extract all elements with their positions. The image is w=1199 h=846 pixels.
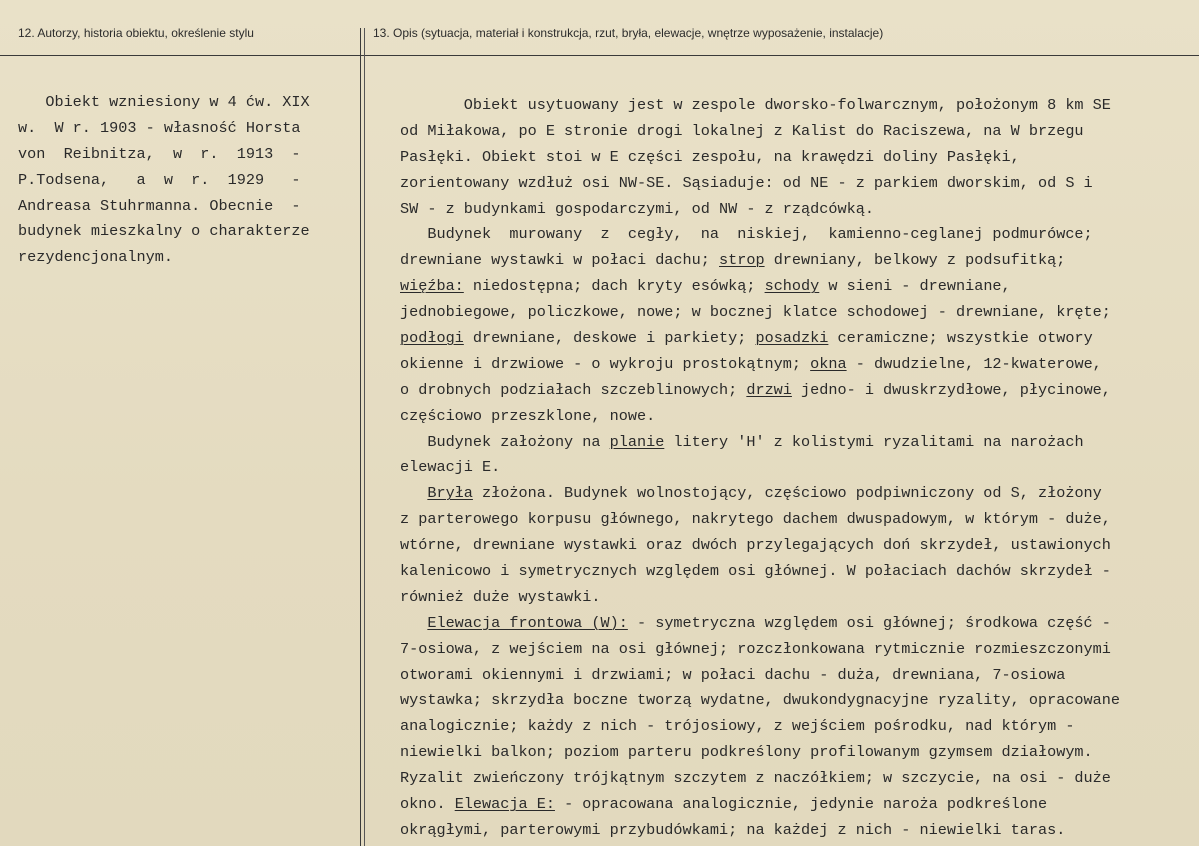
right-column-header [373, 26, 883, 40]
text-segment: otworami okiennymi i drzwiami; w połaci dachu - duża, drewniana, 7-osiowa [400, 665, 1066, 684]
underlined-term: strop [719, 251, 765, 270]
right-header-number: 13. [373, 26, 390, 40]
left-header-title: Autorzy, historia obiektu, określenie stylu [37, 26, 254, 40]
right-body-line [400, 507, 1120, 533]
text-segment: - opracowana analogicznie, jedynie naroża podkreślone [554, 795, 1048, 814]
column-divider [360, 28, 361, 846]
column-divider-secondary [364, 28, 365, 846]
left-body-line: Andreasa Stuhrmanna. Obecnie - [18, 196, 301, 215]
header-divider [0, 55, 1199, 56]
underlined-term: planie [609, 432, 665, 451]
text-segment: okienne i drzwiowe - o wykroju prostokątnym; [400, 354, 811, 373]
right-body-line [400, 300, 1120, 326]
underlined-term: drzwi [746, 380, 792, 399]
left-header-number: 12. [18, 26, 35, 40]
text-segment: Pasłęki. Obiekt stoi w E części zespołu, na krawędzi doliny Pasłęki, [400, 147, 1020, 166]
text-segment: - symetryczna względem osi głównej; środkowa część - [627, 613, 1111, 632]
right-column-body [400, 93, 1120, 844]
right-body-line [400, 222, 1120, 248]
right-body-line [400, 818, 1120, 844]
left-column-header [18, 26, 254, 40]
right-body-line [400, 404, 1120, 430]
underlined-term: więźba: [400, 277, 464, 296]
text-segment: niedostępna; dach kryty esówką; [463, 277, 765, 296]
right-body-line [400, 740, 1120, 766]
underlined-term: Bryła [427, 484, 473, 503]
text-segment: drewniane wystawki w połaci dachu; [400, 251, 719, 270]
left-body-line: P.Todsena, a w r. 1929 - [18, 170, 301, 189]
left-body-line: budynek mieszkalny o charakterze [18, 222, 310, 241]
text-segment: Ryzalit zwieńczony trójkątnym szczytem z naczółkiem; w szczycie, na osi - duże [400, 769, 1111, 788]
text-segment: SW - z budynkami gospodarczymi, od NW - z rządcówką. [400, 199, 874, 218]
right-body-line [400, 559, 1120, 585]
right-body-line [400, 145, 1120, 171]
text-segment: Obiekt usytuowany jest w zespole dworsko-folwarcznym, położonym 8 km SE [400, 96, 1111, 114]
right-body-line [400, 533, 1120, 559]
text-segment: elewacji E. [400, 458, 501, 477]
underlined-term: schody [764, 277, 820, 296]
text-segment: częściowo przeszklone, nowe. [400, 406, 656, 425]
text-segment: w sieni - drewniane, [819, 277, 1011, 296]
text-segment: z parterowego korpusu głównego, nakrytego dachem dwuspadowym, w którym - duże, [400, 510, 1111, 529]
right-body-line [400, 481, 1120, 507]
text-segment: wtórne, drewniane wystawki oraz dwóch przylegających doń skrzydeł, ustawionych [400, 536, 1111, 555]
text-segment [400, 484, 427, 502]
text-segment: drewniany, belkowy z podsufitką; [764, 251, 1066, 270]
right-body-line [400, 378, 1120, 404]
right-body-line [400, 274, 1120, 300]
right-body-line [400, 326, 1120, 352]
left-body-line: w. W r. 1903 - własność Horsta [18, 118, 301, 137]
right-body-line [400, 688, 1120, 714]
left-body-line: Obiekt wzniesiony w 4 ćw. XIX [18, 93, 310, 111]
text-segment: kalenicowo i symetrycznych względem osi głównej. W połaciach dachów skrzydeł - [400, 562, 1111, 581]
text-segment: - dwudzielne, 12-kwaterowe, [846, 354, 1102, 373]
right-body-line [400, 663, 1120, 689]
text-segment: analogicznie; każdy z nich - trójosiowy, z wejściem pośrodku, nad którym - [400, 717, 1075, 736]
left-body-line: von Reibnitza, w r. 1913 - [18, 144, 301, 163]
right-body-line [400, 611, 1120, 637]
right-body-line [400, 197, 1120, 223]
text-segment: złożona. Budynek wolnostojący, częściowo podpiwniczony od S, złożony [472, 484, 1102, 503]
right-body-line [400, 766, 1120, 792]
right-body-line [400, 119, 1120, 145]
text-segment: od Miłakowa, po E stronie drogi lokalnej z Kalist do Raciszewa, na W brzegu [400, 121, 1084, 140]
right-body-line [400, 637, 1120, 663]
right-body-line [400, 714, 1120, 740]
text-segment: wystawka; skrzydła boczne tworzą wydatne, dwukondygnacyjne ryzality, opracowane [400, 691, 1121, 710]
text-segment: zorientowany wzdłuż osi NW-SE. Sąsiaduje: od NE - z parkiem dworskim, od S i [400, 173, 1093, 192]
underlined-term: Elewacja frontowa (W): [427, 613, 628, 632]
text-segment: okrągłymi, parterowymi przybudówkami; na każdej z nich - niewielki taras. [400, 820, 1066, 839]
text-segment: jednobiegowe, policzkowe, nowe; w bocznej klatce schodowej - drewniane, kręte; [400, 303, 1111, 322]
text-segment: litery 'H' z kolistymi ryzalitami na narożach [664, 432, 1084, 451]
underlined-term: Elewacja E: [454, 795, 555, 814]
right-header-title: Opis (sytuacja, materiał i konstrukcja, rzut, bryła, elewacje, wnętrze wyposażenie, instalacje) [393, 26, 884, 40]
right-body-line [400, 455, 1120, 481]
right-body-line [400, 792, 1120, 818]
text-segment [400, 614, 427, 632]
text-segment: 7-osiowa, z wejściem na osi głównej; rozczłonkowana rytmicznie rozmieszczonymi [400, 639, 1111, 658]
text-segment: jedno- i dwuskrzydłowe, płycinowe, [791, 380, 1111, 399]
text-segment: okno. [400, 795, 455, 814]
text-segment: również duże wystawki. [400, 587, 601, 606]
left-body-line: rezydencjonalnym. [18, 248, 173, 267]
text-segment: niewielki balkon; poziom parteru podkreślony profilowanym gzymsem działowym. [400, 743, 1093, 762]
right-body-line [400, 93, 1120, 119]
right-body-line [400, 248, 1120, 274]
text-segment: Budynek murowany z cegły, na niskiej, kamienno-ceglanej podmurówce; [400, 225, 1093, 244]
text-segment: o drobnych podziałach szczeblinowych; [400, 380, 747, 399]
right-body-line [400, 171, 1120, 197]
text-segment: Budynek założony na [400, 432, 610, 451]
right-body-line [400, 430, 1120, 456]
left-column-body [18, 90, 310, 271]
right-body-line [400, 585, 1120, 611]
text-segment: drewniane, deskowe i parkiety; [463, 329, 756, 348]
underlined-term: podłogi [400, 329, 464, 348]
text-segment: ceramiczne; wszystkie otwory [828, 329, 1093, 348]
underlined-term: posadzki [755, 329, 829, 348]
right-body-line [400, 352, 1120, 378]
underlined-term: okna [810, 354, 847, 373]
